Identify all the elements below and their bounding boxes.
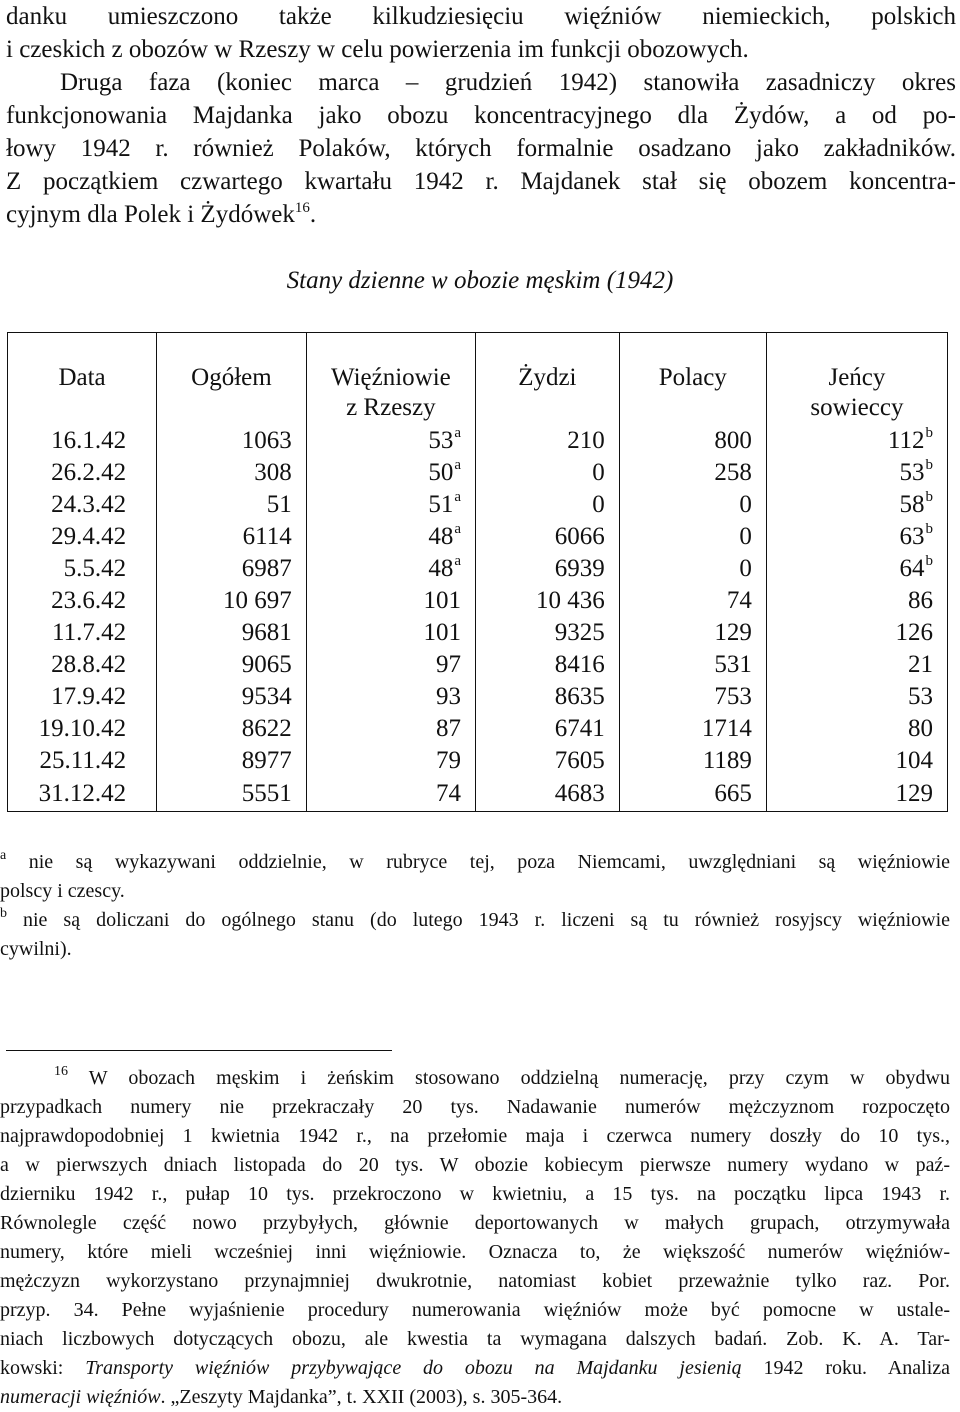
cell-date <box>8 423 157 457</box>
note-mark: b <box>925 553 933 569</box>
cell-poles-value: 753 <box>714 683 752 710</box>
cell-jews <box>476 553 620 585</box>
cell-jews-value: 6066 <box>554 523 605 550</box>
cell-poles-value: 0 <box>739 491 752 518</box>
note-a-text: nie są wykazywani oddzielnie, w rubryce tej, poza Niemcami, uwzględniani są więźniowie <box>6 851 950 873</box>
cell-jews <box>476 713 620 745</box>
cell-jews <box>476 777 620 812</box>
cell-total <box>157 713 307 745</box>
table-row <box>8 423 948 457</box>
cell-jews-value: 7605 <box>554 747 605 774</box>
cell-soviet-pows <box>766 777 947 812</box>
cell-poles-value: 665 <box>714 780 752 807</box>
cell-total <box>157 423 307 457</box>
cell-poles-value: 1189 <box>702 747 752 774</box>
cell-reich-prisoners-value: 50 <box>428 459 454 486</box>
table-row <box>8 713 948 745</box>
cell-poles <box>619 745 766 777</box>
cell-jews <box>476 617 620 649</box>
cell-poles <box>619 649 766 681</box>
cell-jews-value: 6741 <box>554 715 605 742</box>
cell-soviet-pows-value: 86 <box>908 587 933 614</box>
cell-total <box>157 521 307 553</box>
cell-date <box>8 745 157 777</box>
cell-soviet-pows-value: 112 <box>887 427 925 454</box>
cell-total-value: 51 <box>266 491 292 518</box>
footnote-line <box>0 1064 950 1093</box>
cell-date <box>8 681 157 713</box>
cell-jews-value: 210 <box>567 427 605 454</box>
cell-jews <box>476 649 620 681</box>
cell-soviet-pows-value: 129 <box>895 780 933 807</box>
cell-poles <box>619 617 766 649</box>
cell-total <box>157 489 307 521</box>
cell-date <box>8 777 157 812</box>
table-body <box>8 423 948 812</box>
cell-total <box>157 553 307 585</box>
cell-poles-value: 531 <box>714 651 752 678</box>
table-row <box>8 489 948 521</box>
header-pow-line2: sowieccy <box>810 394 904 421</box>
body-line: Z początkiem czwartego kwartału 1942 r. Majdanek stał się obozem koncentra- <box>6 168 956 195</box>
note-a-line1 <box>0 848 950 877</box>
cell-soviet-pows-value: 53 <box>908 683 933 710</box>
header-reich-line1: Więźniowie <box>330 364 451 391</box>
header-total-label: Ogółem <box>191 364 272 391</box>
cell-soviet-pows <box>766 585 947 617</box>
cell-date <box>8 649 157 681</box>
footnote-line <box>0 1354 950 1383</box>
cell-reich-prisoners <box>306 521 475 553</box>
cell-total-value: 8622 <box>241 715 292 742</box>
footnote-reference: 16 <box>294 200 310 216</box>
note-mark: a <box>454 553 461 569</box>
footnote-line: a w pierwszych dniach listopada do 20 tys. W obozie kobiecym pierwsze numery wydano w paź- <box>0 1154 950 1176</box>
header-jews-label: Żydzi <box>518 364 577 391</box>
cell-reich-prisoners <box>306 617 475 649</box>
header-date-label: Data <box>58 364 106 391</box>
footnote-line: najprawdopodobniej 1 kwietnia 1942 r., na przełomie maja i czerwca numery doszły do 10 tys., <box>0 1125 950 1147</box>
cell-soviet-pows <box>766 745 947 777</box>
cell-soviet-pows-value: 58 <box>899 491 925 518</box>
note-b-line2: cywilni). <box>0 938 72 960</box>
cell-reich-prisoners-value: 51 <box>428 491 454 518</box>
cell-date-value: 19.10.42 <box>38 715 127 742</box>
cell-poles <box>619 423 766 457</box>
header-jews <box>476 333 620 424</box>
cell-poles <box>619 681 766 713</box>
table-row <box>8 585 948 617</box>
cell-soviet-pows-value: 21 <box>908 651 933 678</box>
cell-jews-value: 8635 <box>554 683 605 710</box>
cell-jews-value: 0 <box>592 459 605 486</box>
cell-total-value: 1063 <box>241 427 292 454</box>
header-pow-line1: Jeńcy <box>828 364 886 391</box>
cell-reich-prisoners <box>306 585 475 617</box>
cell-reich-prisoners <box>306 457 475 489</box>
footnote-line: przyp. 34. Pełne wyjaśnienie procedury numerowania więźniów może być pomocne w ustale- <box>0 1299 950 1321</box>
table-row <box>8 649 948 681</box>
footnote-line: mężczyzn wykorzystano przynajmniej dwukrotnie, natomiast kobiet przeważnie tylko raz. Por. <box>0 1270 950 1292</box>
cell-reich-prisoners <box>306 745 475 777</box>
table-row <box>8 521 948 553</box>
cell-poles-value: 258 <box>714 459 752 486</box>
citation-title-end: numeracji więźniów <box>0 1386 161 1408</box>
body-line: danku umieszczono także kilkudziesięciu więźniów niemieckich, polskich <box>6 3 956 30</box>
header-poles-label: Polacy <box>658 364 727 391</box>
cell-poles-value: 0 <box>739 523 752 550</box>
cell-total <box>157 777 307 812</box>
cell-total-value: 6987 <box>241 555 292 582</box>
note-mark: b <box>925 425 933 441</box>
cell-reich-prisoners <box>306 777 475 812</box>
cell-date <box>8 553 157 585</box>
cell-jews <box>476 521 620 553</box>
cell-reich-prisoners <box>306 713 475 745</box>
header-total <box>157 333 307 424</box>
cell-reich-prisoners-value: 93 <box>436 683 461 710</box>
cell-date-value: 23.6.42 <box>51 587 127 614</box>
cell-soviet-pows-value: 80 <box>908 715 933 742</box>
cell-poles <box>619 585 766 617</box>
cell-date-value: 26.2.42 <box>51 459 127 486</box>
cell-total-value: 10 697 <box>222 587 292 614</box>
cell-reich-prisoners-value: 74 <box>436 780 461 807</box>
cell-reich-prisoners-value: 101 <box>423 587 461 614</box>
footnote-line: numery, które mieli wcześniej inni więźniowie. Oznacza to, że większość numerów więźniów- <box>0 1241 950 1263</box>
cell-reich-prisoners <box>306 553 475 585</box>
cell-total-value: 9681 <box>241 619 292 646</box>
cell-poles-value: 0 <box>739 555 752 582</box>
cell-total <box>157 617 307 649</box>
note-a-line2: polscy i czescy. <box>0 880 125 902</box>
header-poles <box>619 333 766 424</box>
cell-jews <box>476 745 620 777</box>
citation-title: Transporty więźniów przybywające do obozu na Majdanku jesienią <box>85 1357 742 1379</box>
cell-soviet-pows <box>766 713 947 745</box>
cell-reich-prisoners <box>306 649 475 681</box>
header-soviet-pows <box>766 333 947 424</box>
footnote-line: Równolegle część nowo przybyłych, głównie deportowanych w małych grupach, otrzymywała <box>0 1212 950 1234</box>
note-mark: a <box>454 457 461 473</box>
cell-soviet-pows <box>766 521 947 553</box>
note-mark: a <box>454 521 461 537</box>
cell-total <box>157 745 307 777</box>
cell-jews <box>476 681 620 713</box>
note-mark: b <box>925 489 933 505</box>
cell-reich-prisoners-value: 79 <box>436 747 461 774</box>
note-a-mark: a <box>0 848 7 863</box>
note-b-text: nie są doliczani do ogólnego stanu (do lutego 1943 r. liczeni są tu również rosyjscy więźniowie <box>7 909 950 931</box>
citation-continued: 1942 roku. Analiza <box>741 1357 951 1379</box>
cell-total <box>157 585 307 617</box>
cell-date <box>8 457 157 489</box>
cell-date <box>8 585 157 617</box>
cell-jews-value: 8416 <box>554 651 605 678</box>
cell-soviet-pows <box>766 649 947 681</box>
cell-poles-value: 74 <box>726 587 752 614</box>
cell-jews <box>476 585 620 617</box>
footnote-line: dzierniku 1942 r., pułap 10 tys. przekroczono w kwietniu, a 15 tys. na początku lipca 1943 r. <box>0 1183 950 1205</box>
cell-soviet-pows-value: 64 <box>899 555 925 582</box>
footnote-separator <box>6 1050 392 1051</box>
footnote-line: niach liczbowych dotyczących obozu, ale kwestia ta wymagana dalszych badań. Zob. K. A. Tar- <box>0 1328 950 1350</box>
cell-reich-prisoners-value: 101 <box>423 619 461 646</box>
cell-date-value: 28.8.42 <box>51 651 127 678</box>
note-mark: a <box>454 489 461 505</box>
cell-date-value: 24.3.42 <box>51 491 127 518</box>
table-notes <box>0 848 950 964</box>
footnote-number: 16 <box>54 1064 68 1079</box>
header-reich-prisoners <box>306 333 475 424</box>
cell-jews-value: 4683 <box>554 780 605 807</box>
table-header-row <box>8 333 948 424</box>
cell-reich-prisoners <box>306 423 475 457</box>
cell-jews-value: 9325 <box>554 619 605 646</box>
cell-poles <box>619 489 766 521</box>
cell-poles <box>619 521 766 553</box>
cell-poles-value: 800 <box>714 427 752 454</box>
table-row <box>8 457 948 489</box>
note-b-line1 <box>0 906 950 935</box>
footnote-16 <box>0 1064 950 1412</box>
cell-date <box>8 617 157 649</box>
footnote-line-text: W obozach męskim i żeńskim stosowano oddzielną numerację, przy czym w obydwu <box>68 1067 950 1089</box>
body-line: funkcjonowania Majdanka jako obozu koncentracyjnego dla Żydów, a od po- <box>6 102 956 129</box>
cell-total <box>157 681 307 713</box>
cell-soviet-pows <box>766 553 947 585</box>
cell-date <box>8 521 157 553</box>
citation-prefix: kowski: <box>0 1357 86 1379</box>
cell-poles <box>619 777 766 812</box>
footnote-line <box>0 1383 950 1412</box>
header-date <box>8 333 157 424</box>
cell-poles-value: 129 <box>714 619 752 646</box>
cell-jews <box>476 423 620 457</box>
cell-date-value: 11.7.42 <box>52 619 127 646</box>
cell-soviet-pows-value: 63 <box>899 523 925 550</box>
cell-reich-prisoners-value: 87 <box>436 715 461 742</box>
cell-soviet-pows <box>766 457 947 489</box>
table-row <box>8 681 948 713</box>
cell-poles <box>619 457 766 489</box>
cell-soviet-pows <box>766 681 947 713</box>
cell-poles-value: 1714 <box>701 715 752 742</box>
table-row <box>8 745 948 777</box>
cell-date-value: 29.4.42 <box>51 523 127 550</box>
cell-reich-prisoners-value: 97 <box>436 651 461 678</box>
note-mark: b <box>925 521 933 537</box>
citation-source: . „Zeszyty Majdanka”, t. XXII (2003), s. 305-364. <box>160 1386 563 1408</box>
body-paragraph <box>6 0 956 231</box>
cell-soviet-pows <box>766 489 947 521</box>
cell-total-value: 8977 <box>241 747 292 774</box>
body-line: Druga faza (koniec marca – grudzień 1942) stanowiła zasadniczy okres <box>60 69 956 96</box>
table-caption: Stany dzienne w obozie męskim (1942) <box>286 267 674 294</box>
cell-total-value: 9065 <box>241 651 292 678</box>
cell-soviet-pows-value: 104 <box>895 747 933 774</box>
cell-date <box>8 489 157 521</box>
cell-reich-prisoners <box>306 681 475 713</box>
table-row <box>8 617 948 649</box>
cell-poles <box>619 553 766 585</box>
body-line: i czeskich z obozów w Rzeszy w celu powierzenia im funkcji obozowych. <box>6 36 749 63</box>
document-page <box>6 0 956 231</box>
cell-reich-prisoners-value: 53 <box>428 427 454 454</box>
header-reich-line2: z Rzeszy <box>346 394 436 421</box>
cell-reich-prisoners-value: 48 <box>428 523 454 550</box>
cell-soviet-pows <box>766 423 947 457</box>
note-b-mark: b <box>0 906 7 921</box>
cell-jews <box>476 489 620 521</box>
table-row <box>8 777 948 812</box>
cell-soviet-pows-value: 53 <box>899 459 925 486</box>
cell-total-value: 6114 <box>242 523 292 550</box>
cell-jews-value: 10 436 <box>535 587 605 614</box>
cell-total-value: 308 <box>254 459 292 486</box>
footnote-line: przypadkach numery nie przekraczały 20 tys. Nadawanie numerów mężczyznom rozpoczęto <box>0 1096 950 1118</box>
cell-date-value: 5.5.42 <box>63 555 127 582</box>
cell-reich-prisoners-value: 48 <box>428 555 454 582</box>
cell-date-value: 25.11.42 <box>39 747 127 774</box>
cell-soviet-pows-value: 126 <box>895 619 933 646</box>
note-mark: a <box>454 425 461 441</box>
cell-jews <box>476 457 620 489</box>
cell-date <box>8 713 157 745</box>
cell-soviet-pows <box>766 617 947 649</box>
body-line: łowy 1942 r. również Polaków, których formalnie osadzano jako zakładników. <box>6 135 956 162</box>
cell-reich-prisoners <box>306 489 475 521</box>
cell-total-value: 5551 <box>241 780 292 807</box>
body-line-end: . <box>309 201 317 228</box>
cell-poles <box>619 713 766 745</box>
cell-jews-value: 6939 <box>554 555 605 582</box>
cell-date-value: 16.1.42 <box>51 427 127 454</box>
note-mark: b <box>925 457 933 473</box>
daily-counts-table <box>7 332 948 812</box>
cell-total-value: 9534 <box>241 683 292 710</box>
body-line-text: cyjnym dla Polek i Żydówek <box>6 201 295 228</box>
cell-total <box>157 649 307 681</box>
cell-total <box>157 457 307 489</box>
cell-date-value: 17.9.42 <box>51 683 127 710</box>
body-line-final <box>6 198 956 231</box>
cell-jews-value: 0 <box>592 491 605 518</box>
cell-date-value: 31.12.42 <box>38 780 127 807</box>
table-row <box>8 553 948 585</box>
